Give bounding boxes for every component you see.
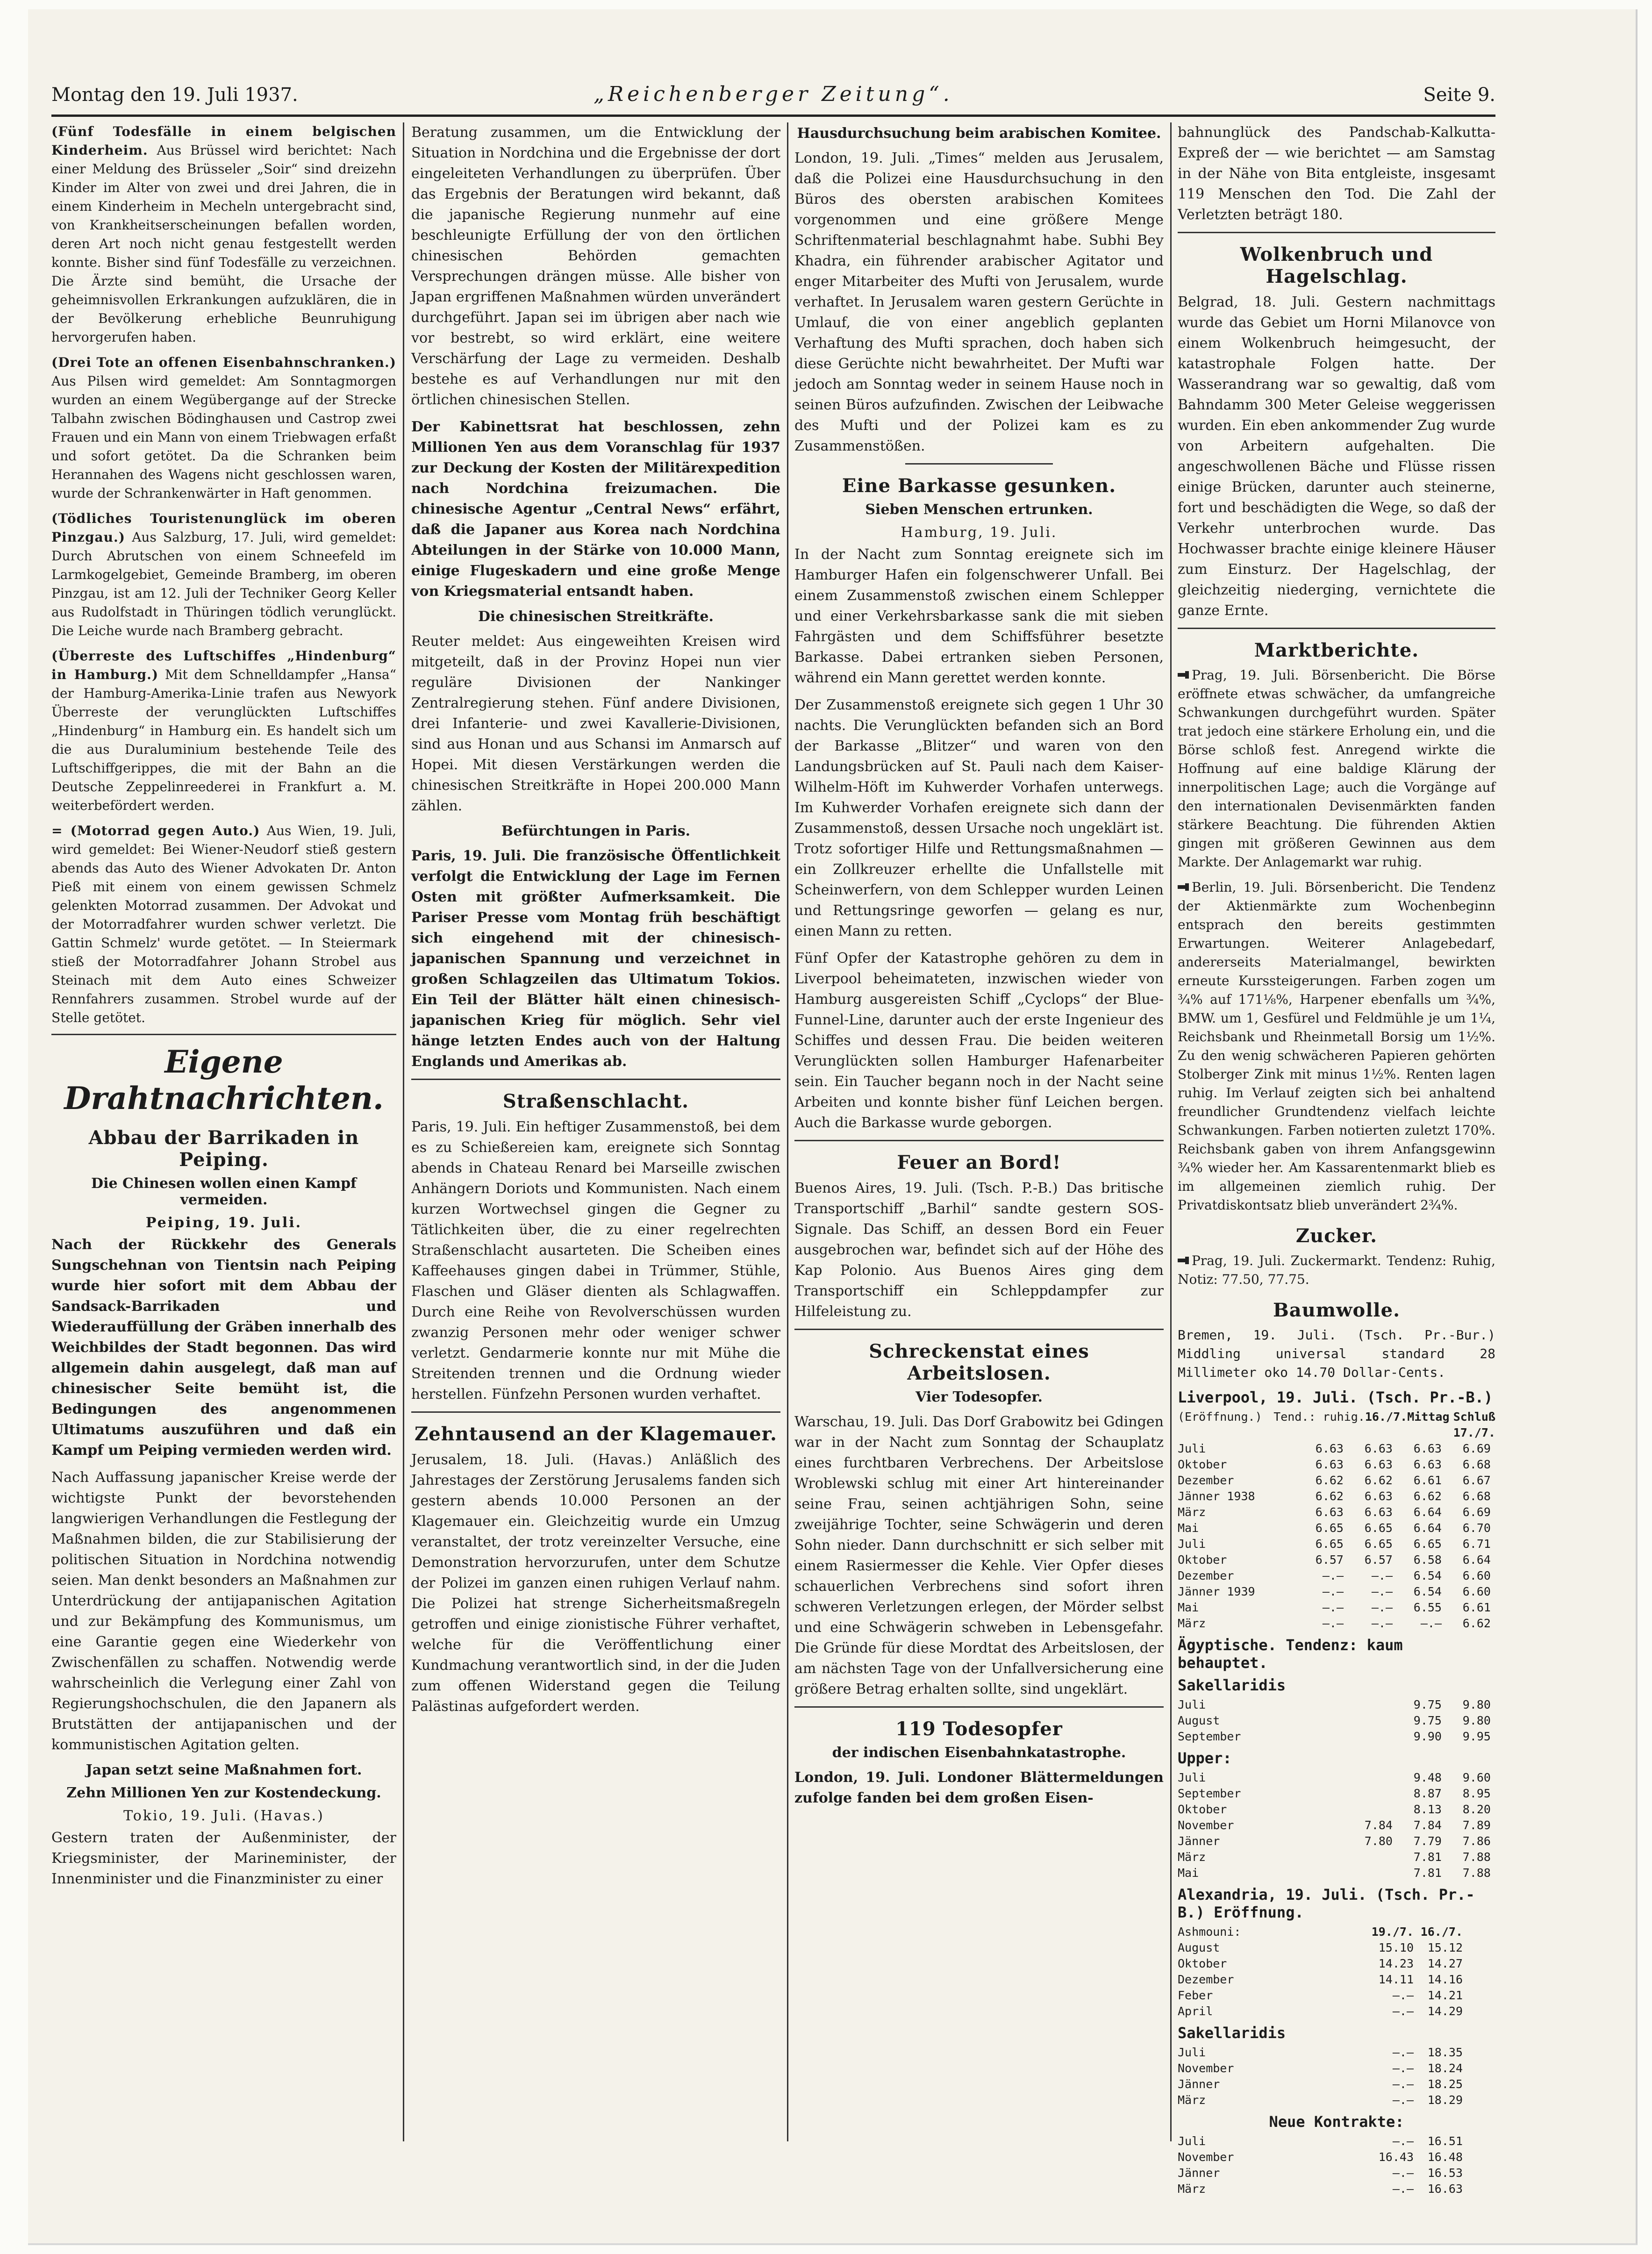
article-subheadline: Die Chinesen wollen einen Kampf vermeiden. — [91, 1175, 357, 1208]
row-value: —.— — [1392, 2046, 1414, 2059]
row-value: 15.10 — [1378, 1941, 1414, 1954]
table-row — [1178, 1833, 1495, 1849]
header-page-number: Seite 9. — [1423, 84, 1495, 106]
row-label: Mai — [1178, 1521, 1199, 1535]
row-value: 16.48 — [1427, 2150, 1463, 2164]
article-headline: Befürchtungen in Paris. — [501, 823, 691, 839]
article-paragraph: London, 19. Juli. „Times“ melden aus Jerusalem, daß die Polizei eine Hausdurchsuchung in den Büros des obersten arabischen Komitees vorgenommen und eine größere Menge Schriftenmaterial beschlagnahmt habe. Subhi Bey Khadra, ein führender arabischer Agitator und enger Mitarbeiter des Mufti von Jerusalem, wurde verhaftet. In Jerusalem waren gestern Gerüchte in Umlauf, die von einer angeblich geplanten Verhaftung des Mufti sprachen, doch haben sich diese Gerüchte nicht bewahrheitet. Der Mufti war jedoch am Sonntag weder in seinem Hause noch in seinen Büros aufzufinden. Zwischen der Leibwache des Mufti und der Polizei kam es zu Zusammenstößen. — [794, 150, 1164, 454]
pointing-hand-icon — [1178, 1256, 1189, 1265]
row-value: 6.65 — [1364, 1521, 1393, 1535]
table-body — [1178, 2045, 1495, 2108]
header-date: Montag den 19. Juli 1937. — [51, 84, 298, 106]
article-subheadline: Sieben Menschen ertrunken. — [865, 501, 1093, 518]
section-rule — [411, 1079, 780, 1080]
row-value: 9.80 — [1462, 1714, 1491, 1727]
row-value — [1294, 1697, 1344, 1713]
article-paragraph: Nach Auffassung japanischer Kreise werde der wichtigste Punkt der bevorstehenden langwierigen Verhandlungen die Festlegung der Maßnahmen bilden, die zur Stabilisierung der politischen Situation in Nordchina notwendig seien. Man denkt besonders an Maßnahmen zur Unterdrückung der antijapanischen Agitation und zur Bekämpfung des Kommunismus, um eine Garantie gegen eine Wiederkehr von Zwischenfällen zu schaffen. Notwendig werde wahrscheinlich die Verlegung einer Zahl von Regierungshochschulen, die den Japanern als Brutstätten der antijapanischen und der kommunistischen Agitation gelten. — [51, 1469, 396, 1753]
column-divider — [787, 122, 788, 2141]
row-value: 9.48 — [1413, 1771, 1442, 1784]
table-body — [1178, 2133, 1495, 2197]
row-label: September — [1178, 1730, 1241, 1743]
table-row — [1178, 1940, 1495, 1956]
row-value: 6.63 — [1364, 1505, 1393, 1519]
table-row — [1178, 1552, 1495, 1568]
article-paragraph: bahnunglück des Pandschab-Kalkutta-Expreß der — wie berichtet — am Samstag in der Nähe von Bita entgleiste, insgesamt 119 Menschen den Tod. Die Zahl der Verletzten beträgt 180. — [1178, 124, 1495, 223]
row-value: 7.81 — [1413, 1866, 1442, 1880]
row-value: —.— — [1371, 1617, 1393, 1630]
row-value: 18.24 — [1427, 2061, 1463, 2075]
row-value: 6.64 — [1413, 1505, 1442, 1519]
section-rule — [1178, 232, 1495, 233]
table-row — [1178, 1488, 1495, 1504]
row-value: 14.16 — [1427, 1973, 1463, 1986]
row-value: 6.63 — [1315, 1442, 1344, 1455]
table-row — [1178, 1988, 1495, 2004]
row-value: —.— — [1392, 2093, 1414, 2107]
row-value: 9.90 — [1413, 1730, 1442, 1743]
row-value: 18.25 — [1427, 2077, 1463, 2091]
row-label: Jänner — [1178, 2077, 1220, 2091]
row-value: 6.63 — [1364, 1489, 1393, 1503]
pointing-hand-icon — [1178, 882, 1189, 892]
table-subtitle: Sakellaridis — [1178, 2024, 1286, 2042]
row-value: 7.80 — [1364, 1834, 1393, 1848]
market-reports-title: Marktberichte. — [1254, 639, 1419, 661]
row-value: 6.69 — [1462, 1442, 1491, 1455]
row-value: —.— — [1392, 2004, 1414, 2018]
row-value: 7.88 — [1462, 1866, 1491, 1880]
article-headline: Hausdurchsuchung beim arabischen Komitee. — [797, 125, 1161, 142]
row-value: 6.65 — [1413, 1537, 1442, 1551]
row-value: 14.27 — [1427, 1957, 1463, 1970]
row-value — [1294, 1713, 1344, 1729]
row-label: August — [1178, 1714, 1220, 1727]
row-label: März — [1178, 2093, 1206, 2107]
row-value: 9.75 — [1413, 1714, 1442, 1727]
row-value: —.— — [1420, 1617, 1442, 1630]
row-label: März — [1178, 2182, 1206, 2196]
liverpool-cotton-table — [1178, 1388, 1495, 2197]
article-headline: Abbau der Barrikaden in Peiping. — [88, 1127, 359, 1171]
row-label: Dezember — [1178, 1474, 1234, 1487]
table-row — [1178, 1697, 1495, 1713]
row-value: —.— — [1322, 1601, 1344, 1614]
row-value: 7.89 — [1462, 1818, 1491, 1832]
row-label: März — [1178, 1505, 1206, 1519]
row-value: 6.60 — [1462, 1569, 1491, 1582]
row-label: Jänner 1938 — [1178, 1489, 1255, 1503]
table-row — [1178, 2004, 1495, 2019]
header-newspaper-title: „Reichenberger Zeitung“. — [594, 82, 953, 106]
section-rule — [411, 1411, 780, 1413]
article-paragraph: Warschau, 19. Juli. Das Dorf Grabowitz bei Gdingen war in der Nacht zum Sonntag der Schauplatz eines furchtbaren Verbrechens. Der Arbeitslose Wroblewski schlug mit einer Art hintereinander seine Frau, seinen achtjährigen Sohn, seine zweijährige Tochter, seine Schwägerin und deren Sohn nieder. Dann durchschnitt er sich selber mit einem Rasiermesser die Kehle. Vier Opfer dieses schauerlichen Verbrechens sind sofort ihren schweren Verletzungen erlegen, der Mörder selbst und eine Schwägerin schweben in Lebensgefahr. Die Gründe für diese Mordtat des Arbeitslosen, der am nächsten Tage von der Unfallversicherung eine größere Betrag erhalten sollte, sind ungeklärt. — [794, 1414, 1164, 1697]
row-label: Juli — [1178, 1537, 1206, 1551]
row-value: 6.62 — [1364, 1474, 1393, 1487]
table-body — [1178, 1940, 1495, 2019]
row-value: 8.20 — [1462, 1803, 1491, 1816]
section-rule — [794, 1140, 1164, 1141]
row-value — [1344, 1802, 1393, 1818]
row-value: —.— — [1392, 2166, 1414, 2180]
row-value: 16.53 — [1427, 2166, 1463, 2180]
article-paragraph: Reuter meldet: Aus eingeweihten Kreisen wird mitgeteilt, daß in der Provinz Hopei nun vier reguläre Divisionen der Nankinger Zentralregierung stehen. Fünf andere Divisionen, drei Infanterie- und zwei Kavallerie-Divisionen, sind aus Honan und aus Schansi im Anmarsch auf Hopei. Mit diesen Verstärkungen werden die chinesischen Streitkräfte in Hopei 200.000 Mann zählen. — [411, 633, 780, 814]
row-value — [1294, 1729, 1344, 1745]
row-value: 9.60 — [1462, 1771, 1491, 1784]
row-value: 6.67 — [1462, 1474, 1491, 1487]
table-header: (Eröffnung.) Tend.: ruhig. 16./7. Mittag Schluß 17./7. — [1178, 1410, 1495, 1439]
table-row — [1178, 1584, 1495, 1600]
table-row — [1178, 2045, 1495, 2061]
article-paragraph: Beratung zusammen, um die Entwicklung der Situation in Nordchina und die Ergebnisse der dort eingeleiteten Verhandlungen zu überprüfen. Über das Ergebnis der Beratungen wird bekannt, daß die japanische Regierung nunmehr auf eine beschleunigte Erfüllung der von den örtlichen chinesischen Behörden gemachten Versprechungen drängen müsse. Alle bisher von Japan ergriffenen Maßnahmen würden unverändert durchgeführt. Japan sei im übrigen aber nach wie vor bestrebt, so wird erklärt, eine weitere Verschärfung der Lage zu vermeiden. Deshalb bestehe es auf Verhandlungen nur mit den örtlichen chinesischen Stellen. — [411, 124, 780, 408]
row-value — [1294, 1786, 1344, 1802]
row-value: 7.79 — [1413, 1834, 1442, 1848]
row-value — [1294, 1802, 1344, 1818]
row-value: 6.68 — [1462, 1458, 1491, 1471]
row-value: 7.88 — [1462, 1850, 1491, 1864]
article-paragraph: Gestern traten der Außenminister, der Kriegsminister, der Marineminister, der Innenminister und die Finanzminister zu einer — [51, 1830, 396, 1887]
market-section-title: Baumwolle. — [1273, 1299, 1400, 1321]
row-label: März — [1178, 1850, 1206, 1864]
brief-item: = (Motorrad gegen Auto.) Aus Wien, 19. Juli, wird gemeldet: Bei Wiener-Neudorf stieß gestern abends das Auto des Wiener Advokaten Dr. Anton Pieß mit einem von einem gewissen Schmelz gelenkten Motorrad zusammen. Der Advokat und der Motorradfahrer wurden schwer verletzt. Die Gattin Schmelz' wurde getötet. — In Steiermark stieß der Motorradfahrer Johann Strobel aus Steinach mit dem Auto eines Schweizer Rennfahrers zusammen. Strobel wurde auf der Stelle getötet. — [51, 823, 397, 1025]
table-row — [1178, 2076, 1495, 2092]
row-label: Jänner — [1178, 1834, 1220, 1848]
article-paragraph: Der Zusammenstoß ereignete sich gegen 1 Uhr 30 nachts. Die Verunglückten befanden sich an Bord der Barkasse „Blitzer“ und waren von den Landungsbrücken auf St. Pauli nach dem Kaiser-Wilhelm-Höft im Kuhwerder Vorhafen unterwegs. Im Kuhwerder Vorhafen ereignete sich dann der Zusammenstoß, dessen Ursache noch ungeklärt ist. Trotz sofortiger Hilfe und Rettungsmaßnahmen — ein Zollkreuzer erhellte die Unfallstelle mit Scheinwerfern, von dem Schlepper wurden Leinen und Rettungsringe geworfen — gelang es nur, einen Mann zu retten. — [794, 697, 1164, 939]
article-dateline: Peiping, 19. Juli. — [145, 1215, 302, 1231]
row-value — [1294, 1849, 1344, 1865]
article-paragraph: Paris, 19. Juli. Die französische Öffentlichkeit verfolgt die Entwicklung der Lage im Fernen Osten mit größter Aufmerksamkeit. Die Pariser Presse vom Montag früh beschäftigt sich eingehend mit der chinesisch-japanischen Spannung und verzeichnet in großen Schlagzeilen das Ultimatum Tokios. Ein Teil der Blätter hält einen chinesisch-japanischen Krieg für möglich. Sehr viel hänge letzten Endes auch von der Haltung Englands und Amerikas ab. — [411, 848, 780, 1070]
row-value — [1294, 1770, 1344, 1786]
article-paragraph: Fünf Opfer der Katastrophe gehören zu dem in Liverpool beheimateten, inzwischen wieder von Hamburg ausgereisten Schiff „Cyclops“ der Blue-Funnel-Line, darunter auch der erste Ingenieur des Schiffes und dessen Frau. Die beiden weiteren Verunglückten sollen Hamburger Hafenarbeiter sein. Ein Taucher begann noch in der Nacht seine Arbeiten und konnte bisher fünf Leichen bergen. Auch die Barkasse wurde geborgen. — [794, 950, 1164, 1131]
row-value — [1344, 1770, 1393, 1786]
row-value: 6.63 — [1315, 1458, 1344, 1471]
row-label: März — [1178, 1617, 1206, 1630]
row-label: Jänner — [1178, 2166, 1220, 2180]
row-value: 16.51 — [1427, 2134, 1463, 2148]
row-label: November — [1178, 2150, 1234, 2164]
row-value: 6.62 — [1315, 1474, 1344, 1487]
article-headline: Eine Barkasse gesunken. — [842, 475, 1116, 497]
row-value: 18.29 — [1427, 2093, 1463, 2107]
article-subheadline: Vier Todesopfer. — [915, 1389, 1043, 1405]
table-row — [1178, 1956, 1495, 1972]
row-value: 6.70 — [1462, 1521, 1491, 1535]
row-value: —.— — [1392, 2182, 1414, 2196]
article-headline: 119 Todesopfer — [895, 1718, 1063, 1740]
row-value — [1344, 1865, 1393, 1881]
page-header — [51, 79, 1495, 112]
column-divider — [1170, 122, 1172, 2141]
row-value: 6.71 — [1462, 1537, 1491, 1551]
row-value: 6.62 — [1413, 1489, 1442, 1503]
market-report: Bremen, 19. Juli. (Tsch. Pr.-Bur.) Middling universal standard 28 Millimeter oko 14.70 Dollar-Cents. — [1178, 1327, 1495, 1380]
table-row — [1178, 1616, 1495, 1631]
market-report: Prag, 19. Juli. Zuckermarkt. Tendenz: Ruhig, Notiz: 77.50, 77.75. — [1178, 1253, 1495, 1287]
table-row — [1178, 1729, 1495, 1745]
section-title: Eigene Drahtnachrichten. — [64, 1044, 384, 1116]
row-label: Juli — [1178, 2134, 1206, 2148]
row-value: 6.69 — [1462, 1505, 1491, 1519]
table-header: Ashmouni: 19./7. 16./7. — [1178, 1925, 1463, 1939]
row-label: August — [1178, 1941, 1220, 1954]
row-label: Juli — [1178, 1771, 1206, 1784]
article-dateline: Hamburg, 19. Juli. — [901, 524, 1058, 541]
table-row — [1178, 1568, 1495, 1584]
row-value: 6.68 — [1462, 1489, 1491, 1503]
row-value: 6.61 — [1462, 1601, 1491, 1614]
row-value: —.— — [1371, 1585, 1393, 1598]
article-paragraph: Der Kabinettsrat hat beschlossen, zehn Millionen Yen aus dem Voranschlag für 1937 zur Deckung der Kosten der Militärexpedition nach Nordchina freizumachen. Die chinesische Agentur „Central News“ erfährt, daß die Japaner aus Korea nach Nordchina Abteilungen in der Stärke von 10.000 Mann, einige Flugeskadern und eine große Menge von Kriegsmaterial entsandt haben. — [411, 419, 780, 600]
row-value: 16.43 — [1378, 2150, 1414, 2164]
article-subheadline: der indischen Eisenbahnkatastrophe. — [832, 1745, 1126, 1761]
row-value: 6.64 — [1462, 1553, 1491, 1567]
row-value: —.— — [1322, 1569, 1344, 1582]
table-row — [1178, 1457, 1495, 1473]
row-label: Oktober — [1178, 1458, 1227, 1471]
section-rule — [794, 1329, 1164, 1330]
row-value: 14.11 — [1378, 1973, 1414, 1986]
row-value: 6.58 — [1413, 1553, 1442, 1567]
article-headline: Wolkenbruch und Hagelschlag. — [1240, 243, 1433, 287]
row-label: Mai — [1178, 1866, 1199, 1880]
table-title: Alexandria, 19. Juli. (Tsch. Pr.-B.) Eröffnung. — [1178, 1886, 1475, 1921]
row-value: 7.86 — [1462, 1834, 1491, 1848]
table-row — [1178, 2092, 1495, 2108]
row-value: 6.64 — [1413, 1521, 1442, 1535]
row-value: 14.23 — [1378, 1957, 1414, 1970]
row-value: 18.35 — [1427, 2046, 1463, 2059]
article-headline: Schreckenstat eines Arbeitslosen. — [869, 1340, 1089, 1384]
article-headline: Feuer an Bord! — [897, 1152, 1061, 1174]
row-value: 6.63 — [1364, 1442, 1393, 1455]
row-label: Juli — [1178, 1698, 1206, 1711]
table-row — [1178, 2149, 1495, 2165]
article-paragraph: Belgrad, 18. Juli. Gestern nachmittags wurde das Gebiet um Horni Milanovce von einem Wolkenbruch heimgesucht, der katastrophale Folgen hatte. Der Wasserandrang war so gewaltig, daß vom Bahndamm 300 Meter Geleise weggerissen wurden. Ein eben ankommender Zug wurde von Arbeitern aufgehalten. Die angeschwollenen Bäche und Flüsse rissen einige Brücken, darunter auch steinerne, fort und beschädigten die Wege, so daß der Verkehr unterbrochen wurde. Das Hochwasser brachte einige kleinere Häuser zum Einsturz. Der Hagelschlag, der gleichzeitig niederging, vernichtete die ganze Ernte. — [1178, 294, 1495, 619]
header-rule — [51, 114, 1495, 117]
row-label: Jänner 1939 — [1178, 1585, 1255, 1598]
table-row — [1178, 2165, 1495, 2181]
table-subtitle: Sakellaridis — [1178, 1676, 1286, 1694]
row-value: 6.63 — [1315, 1505, 1344, 1519]
row-value: 6.65 — [1364, 1537, 1393, 1551]
table-subtitle: Upper: — [1178, 1749, 1232, 1767]
row-value: 6.65 — [1315, 1521, 1344, 1535]
row-value: 6.62 — [1315, 1489, 1344, 1503]
article-paragraph: Nach der Rückkehr des Generals Sungschehnan von Tientsin nach Peiping wurde hier sofort mit dem Abbau der Sandsack-Barrikaden und Wiederauffüllung der Gräben innerhalb des Weichbildes der Stadt begonnen. Das wird allgemein dahin ausgelegt, daß man auf chinesischer Seite bemüht ist, die Bedingungen des angenommenen Ultimatums auszuführen und daß ein Kampf um Peiping vermieden werden wird. — [51, 1237, 396, 1459]
brief-item: (Fünf Todesfälle in einem belgischen Kinderheim. Aus Brüssel wird berichtet: Nach einer Meldung des Brüsseler „Soir“ sind dreizehn Kinder im Alter von zwei und drei Jahren, die in einem Kinderheim in Mecheln untergebracht sind, von Krankheitserscheinungen befallen worden, deren Art noch nicht genau festgestellt werden konnte. Bisher sind fünf Todesfälle zu verzeichnen. Die Ärzte sind bemüht, die Ursache der geheimnisvollen Erkrankungen aufzuklären, die in der Bevölkerung erhebliche Beunruhigung hervorgerufen haben. — [51, 124, 396, 345]
row-label: Juli — [1178, 2046, 1206, 2059]
row-value — [1344, 1729, 1393, 1745]
row-value: —.— — [1392, 2061, 1414, 2075]
market-report: Prag, 19. Juli. Börsenbericht. Die Börse eröffnete etwas schwächer, da umfangreiche Schwankungen durchgeführt wurden. Später trat jedoch eine stärkere Erholung ein, und die Börse schloß fest. Anregend wirkte die Hoffnung auf eine baldige Klärung der innerpolitischen Lage; auch die Vorgänge auf den internationalen Devisenmärkten fanden stärkere Beachtung. Die führenden Aktien gingen mit größeren Gewinnen aus dem Markte. Der Anlagemarkt war ruhig. — [1178, 667, 1495, 870]
table-row — [1178, 1713, 1495, 1729]
row-value: —.— — [1392, 2134, 1414, 2148]
row-label: Feber — [1178, 1989, 1213, 2002]
brief-item: (Tödliches Touristenunglück im oberen Pinzgau.) Aus Salzburg, 17. Juli, wird gemeldet: Durch Abrutschen von einem Schneefeld im Larmkogelgebiet, Gemeinde Bramberg, im oberen Pinzgau, ist am 12. Juli der Techniker Georg Keller aus Rudolfstadt in Thüringen tödlich verunglückt. Die Leiche wurde nach Bramberg gebracht. — [51, 511, 396, 638]
table-row — [1178, 1865, 1495, 1881]
table-row — [1178, 1473, 1495, 1488]
row-value — [1344, 1713, 1393, 1729]
row-value: 8.87 — [1413, 1787, 1442, 1800]
brief-item: (Drei Tote an offenen Eisenbahnschranken.) Aus Pilsen wird gemeldet: Am Sonntagmorgen wurden an einem Wegübergange auf der Strecke Talbahn zwischen Bödinghausen und Castrop zwei Frauen und ein Mann von einem Triebwagen erfaßt und sofort getötet. Da die Schranken beim Herannahen des Wagens nicht geschlossen waren, wurde der Schrankenwärter in Haft genommen. — [51, 355, 396, 501]
row-value: 16.63 — [1427, 2182, 1463, 2196]
table-row — [1178, 1536, 1495, 1552]
pointing-hand-icon — [1178, 670, 1189, 680]
market-report: Berlin, 19. Juli. Börsenbericht. Die Tendenz der Aktienmärkte zum Wochenbeginn entsprach den bereits gestimmten Erwartungen. Weiterer Anlagebedarf, andererseits Materialmangel, bewirkten erneute Kurssteigerungen. Farben zogen um ¾% auf 171⅛%, Harpener ebenfalls um ¾%, BMW. um 1, Gesfürel und Feldmühle je um 1¼, Reichsbank und Rheinmetall Borsig um 1½%. Zu den wenig schwächeren Papieren gehörten Stolberger Zink mit minus 1½%. Renten lagen ruhig. Im Verlauf zeigten sich bei anhaltend freundlicher Grundtendenz vielfach leichte Schwankungen. Farben notierten zuletzt 170%. Reichsbank gaben von ihrem Anfangsgewinn ¾% wieder her. Am Kassarentenmarkt blieb es im allgemeinen ziemlich ruhig. Der Privatdiskontsatz blieb unverändert 2¾%. — [1178, 880, 1495, 1213]
row-value: 14.29 — [1427, 2004, 1463, 2018]
row-value: —.— — [1322, 1585, 1344, 1598]
table-row — [1178, 1802, 1495, 1818]
row-value: 6.63 — [1413, 1458, 1442, 1471]
row-value: 9.75 — [1413, 1698, 1442, 1711]
row-value: —.— — [1371, 1601, 1393, 1614]
article-paragraph: In der Nacht zum Sonntag ereignete sich im Hamburger Hafen ein folgenschwerer Unfall. Bei einem Zusammenstoß zwischen einem Schlepper und einer Verkehrsbarkasse sank die mit sieben Fahrgästen und dem Schiffsführer besetzte Barkasse. Dabei ertranken sieben Personen, während ein Mann gerettet werden konnte. — [794, 546, 1164, 686]
table-body — [1178, 1697, 1495, 1745]
article-dateline: Tokio, 19. Juli. (Havas.) — [123, 1808, 324, 1824]
table-title: Liverpool, 19. Juli. (Tsch. Pr.-B.) — [1178, 1388, 1493, 1406]
column-4 — [1178, 122, 1495, 2197]
row-value — [1294, 1818, 1344, 1833]
table-row — [1178, 1441, 1495, 1457]
article-headline: Die chinesischen Streitkräfte. — [478, 608, 714, 625]
row-value: 6.60 — [1462, 1585, 1491, 1598]
row-value: 6.62 — [1462, 1617, 1491, 1630]
row-label: Mai — [1178, 1601, 1199, 1614]
brief-item: (Überreste des Luftschiffes „Hindenburg“ in Hamburg.) Mit dem Schnelldampfer „Hansa“ der Hamburg-Amerika-Linie trafen aus Newyork Überreste der verunglückten Luftschiffes „Hindenburg“ in Hamburg ein. Es handelt sich um die aus Duraluminium bestehende Teile des Luftschiffgerippes, die mit der Bahn an die Deutsche Zeppelinreederei in Frankfurt a. M. weiterbefördert werden. — [51, 648, 396, 813]
article-paragraph: London, 19. Juli. Londoner Blättermeldungen zufolge fanden bei dem großen Eisen- — [794, 1769, 1164, 1806]
table-row — [1178, 1520, 1495, 1536]
table-row — [1178, 1600, 1495, 1616]
table-title: Ägyptische. Tendenz: kaum behauptet. — [1178, 1636, 1403, 1672]
row-value: 6.57 — [1315, 1553, 1344, 1567]
row-value: 6.65 — [1315, 1537, 1344, 1551]
table-row — [1178, 2133, 1495, 2149]
row-label: April — [1178, 2004, 1213, 2018]
row-label: Juli — [1178, 1442, 1206, 1455]
row-value: 6.57 — [1364, 1553, 1393, 1567]
table-row — [1178, 1770, 1495, 1786]
row-value: 6.54 — [1413, 1585, 1442, 1598]
column-3 — [794, 122, 1164, 1815]
row-value — [1344, 1786, 1393, 1802]
row-value — [1344, 1849, 1393, 1865]
row-value: 8.13 — [1413, 1803, 1442, 1816]
table-row — [1178, 2181, 1495, 2197]
row-value — [1344, 1697, 1393, 1713]
column-divider — [403, 122, 404, 2141]
news-briefs — [51, 122, 396, 1027]
row-value: 9.80 — [1462, 1698, 1491, 1711]
article-paragraph: Buenos Aires, 19. Juli. (Tsch. P.-B.) Das britische Transportschiff „Barhil“ sandte gestern SOS-Signale. Das Schiff, an dessen Bord ein Feuer ausgebrochen war, befindet sich auf der Höhe des Kap Polonio. Aus Buenos Aires ging dem Transportschiff ein Schleppdampfer zur Hilfeleistung zu. — [794, 1180, 1164, 1320]
table-row — [1178, 1849, 1495, 1865]
table-row — [1178, 1818, 1495, 1833]
row-label: Oktober — [1178, 1803, 1227, 1816]
market-section-title: Zucker. — [1295, 1225, 1378, 1247]
row-value: 9.95 — [1462, 1730, 1491, 1743]
row-label: Oktober — [1178, 1957, 1227, 1970]
article-subheadline: Zehn Millionen Yen zur Kostendeckung. — [66, 1785, 381, 1801]
table-subtitle: Neue Kontrakte: — [1269, 2113, 1404, 2131]
row-value — [1294, 1865, 1344, 1881]
row-value: 15.12 — [1427, 1941, 1463, 1954]
row-value: 14.21 — [1427, 1989, 1463, 2002]
row-label: November — [1178, 1818, 1234, 1832]
row-label: November — [1178, 2061, 1234, 2075]
article-headline: Zehntausend an der Klagemauer. — [415, 1423, 777, 1445]
table-body — [1178, 1770, 1495, 1881]
row-value: 8.95 — [1462, 1787, 1491, 1800]
row-value — [1294, 1833, 1344, 1849]
row-value: 6.55 — [1413, 1601, 1442, 1614]
row-label: Oktober — [1178, 1553, 1227, 1567]
section-rule — [1178, 628, 1495, 629]
row-label: Dezember — [1178, 1973, 1234, 1986]
table-row — [1178, 1972, 1495, 1988]
row-value: 6.54 — [1413, 1569, 1442, 1582]
article-headline: Japan setzt seine Maßnahmen fort. — [86, 1762, 362, 1778]
column-1 — [51, 122, 396, 1896]
table-body — [1178, 1441, 1495, 1631]
row-value: 6.61 — [1413, 1474, 1442, 1487]
row-value: —.— — [1322, 1617, 1344, 1630]
row-value: 6.63 — [1364, 1458, 1393, 1471]
section-rule — [794, 1706, 1164, 1708]
table-row — [1178, 1786, 1495, 1802]
row-label: September — [1178, 1787, 1241, 1800]
row-label: Dezember — [1178, 1569, 1234, 1582]
row-value: 7.84 — [1364, 1818, 1393, 1832]
table-row — [1178, 2061, 1495, 2076]
table-row — [1178, 1504, 1495, 1520]
row-value: 7.84 — [1413, 1818, 1442, 1832]
row-value: —.— — [1371, 1569, 1393, 1582]
row-value: —.— — [1392, 1989, 1414, 2002]
row-value: 6.63 — [1413, 1442, 1442, 1455]
article-headline: Straßenschlacht. — [502, 1090, 689, 1112]
article-paragraph: Paris, 19. Juli. Ein heftiger Zusammenstoß, bei dem es zu Schießereien kam, ereignete sich Sonntag abends in Chateau Renard bei Marseille zwischen Anhängern Doriots und Kommunisten. Nach einem kurzen Wortwechsel gingen die Gegner zu Tätlichkeiten über, die zu einer regelrechten Straßenschlacht ausarteten. Die Scheiben eines Kaffeehauses gingen dabei in Trümmer, Stühle, Flaschen und Gläser dienten als Schlagwaffen. Durch eine Reihe von Revolverschüssen wurden zwanzig Personen mehr oder weniger schwer verletzt. Gendarmerie konnte nur mit Mühe die Streitenden trennen und die Ordnung wieder herstellen. Fünfzehn Personen wurden verhaftet. — [411, 1119, 780, 1402]
column-2 — [411, 122, 780, 1724]
section-rule — [51, 1034, 396, 1035]
row-value: —.— — [1392, 2077, 1414, 2091]
section-rule — [905, 463, 1053, 465]
article-paragraph: Jerusalem, 18. Juli. (Havas.) Anläßlich des Jahrestages der Zerstörung Jerusalems fanden sich gestern abends 10.000 Personen an der Klagemauer ein. Gleichzeitig wurde ein Umzug veranstaltet, der trotz vereinzelter Versuche, eine Demonstration hervorzurufen, unter dem Schutze der Polizei im ganzen einen ruhigen Verlauf nahm. Die Polizei hat strenge Sicherheitsmaßregeln getroffen und einige zionistische Führer verhaftet, welche für die Veröffentlichung einer Kundmachung verantwortlich sind, in der die Juden zum offenen Widerstand gegen die Teilung Palästinas aufgefordert werden. — [411, 1452, 780, 1715]
row-value: 7.81 — [1413, 1850, 1442, 1864]
